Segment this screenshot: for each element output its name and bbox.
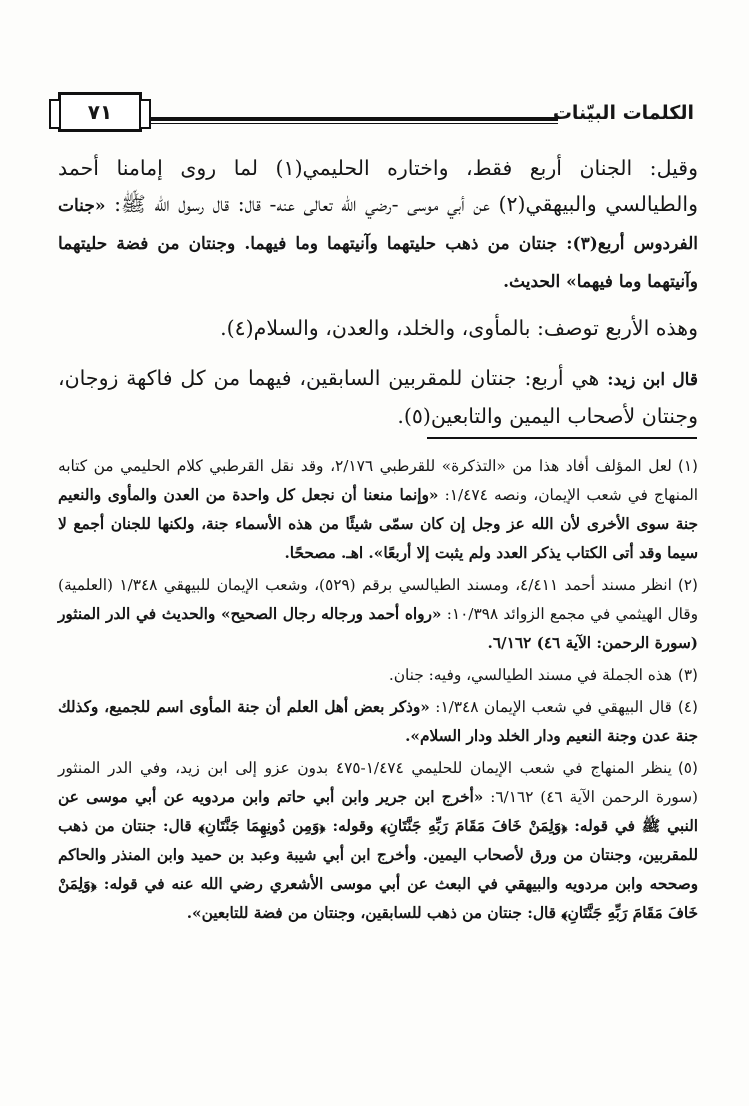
footnote-quote: «أخرج ابن جرير وابن أبي حاتم وابن مردويه عن أبي موسى عن النبي ﷺ في قوله: ﴿وَلِمَنْ خَافَ مَقَامَ رَبِّهِ جَنَّتَانِ﴾ وقوله: ﴿وَمِن دُونِهِمَا جَنَّتَانِ﴾ قال: جنتان من ذهب للمقربين، وجنتان من ورق لأصحاب اليمين. وأخرج ابن أبي شيبة وعبد بن حميد وابن المنذر والحاكم وصححه وابن مردويه والبيهقي في البعث عن أبي موسى الأشعري رضي الله عنه في قوله: ﴿وَلِمَنْ خَافَ مَقَامَ رَبِّهِ جَنَّتَانِ﴾ قال: جنتان من ذهب للسابقين، وجنتان من فضة للتابعين». — [58, 788, 698, 922]
paragraph-2-text: وهذه الأربع توصف: بالمأوى، والخلد، والعدن، والسلام(٤). — [220, 316, 698, 340]
running-title: الكلمات البيّنات — [552, 102, 694, 124]
page-number-frame — [58, 92, 142, 132]
footnote-5 — [58, 754, 698, 928]
footnote-number: (٢) — [677, 576, 698, 594]
footnote-number: (٤) — [677, 698, 698, 716]
footnotes — [58, 452, 698, 931]
hadith-quote: «جنات الفردوس أربع(٣): جنتان من ذهب حليتهما وآنيتهما وما فيهما. وجنتان من فضة حليتهما وآنيتهما وما فيهما» الحديث. — [58, 196, 698, 292]
paragraph-3-lead: قال ابن زيد: — [607, 370, 698, 390]
footnote-text: هذه الجملة في مسند الطيالسي، وفيه: جنان. — [388, 666, 672, 684]
paragraph-1 — [58, 150, 698, 300]
page-number: ٧١ — [87, 100, 113, 124]
footnote-quote: «وإنما منعنا أن نجعل كل واحدة من العدن والمأوى والنعيم جنة سوى الأخرى لأن الله عز وجل إن كان سمّى شيئًا من هذه الأسماء جنة، ولكنها للجنان أجمع لا سيما وقد أتى الكتاب يذكر العدد ولم يثبت إلا أربعًا». اهـ. مصححًا. — [58, 486, 698, 562]
footnote-number: (٣) — [677, 666, 698, 684]
footnote-4 — [58, 693, 698, 751]
main-text — [58, 150, 698, 434]
footnote-2 — [58, 571, 698, 658]
footnote-text: لعل المؤلف أفاد هذا من «التذكرة» للقرطبي ٢/١٧٦، وقد نقل القرطبي كلام الحليمي من كتابه المنهاج في شعب الإيمان، ونصه ١/٤٧٤: — [58, 457, 698, 504]
footnote-text: قال البيهقي في شعب الإيمان ١/٣٤٨: — [435, 698, 672, 716]
paragraph-1-text: وقيل: الجنان أربع فقط، واختاره الحليمي(١) لما روى إمامنا أحمد والطيالسي والبيهقي(٢) عن أبي موسى -رضي الله تعالى عنه- قال: قال رسول الله ﷺ: — [58, 156, 698, 216]
footnote-text: ينظر المنهاج في شعب الإيمان للحليمي ١/٤٧٤-٤٧٥ بدون عزو إلى ابن زيد، وفي الدر المنثور (سورة الرحمن الآية ٤٦) ٦/١٦٢: — [58, 759, 698, 806]
footnote-3 — [58, 661, 698, 690]
footnote-number: (٥) — [677, 759, 698, 777]
paragraph-3 — [58, 360, 698, 434]
header-rule — [140, 117, 558, 121]
footnote-separator — [427, 437, 697, 439]
paragraph-3-text: هي أربع: جنتان للمقربين السابقين، فيهما من كل فاكهة زوجان، وجنتان لأصحاب اليمين والتابعين(٥). — [58, 366, 698, 428]
footnote-text: انظر مسند أحمد ٤/٤١١، ومسند الطيالسي برقم (٥٢٩)، وشعب الإيمان للبيهقي ١/٣٤٨ (العلمية) وقال الهيثمي في مجمع الزوائد ١٠/٣٩٨: — [58, 576, 698, 623]
paragraph-2 — [58, 310, 698, 346]
footnote-quote: «وذكر بعض أهل العلم أن جنة المأوى اسم للجميع، وكذلك جنة عدن وجنة النعيم ودار الخلد ودار السلام». — [58, 698, 698, 745]
footnote-number: (١) — [677, 457, 698, 475]
footnote-quote: «رواه أحمد ورجاله رجال الصحيح» والحديث في الدر المنثور (سورة الرحمن: الآية ٤٦) ٦/١٦٢. — [58, 605, 698, 652]
running-header — [58, 92, 696, 134]
footnote-1 — [58, 452, 698, 568]
